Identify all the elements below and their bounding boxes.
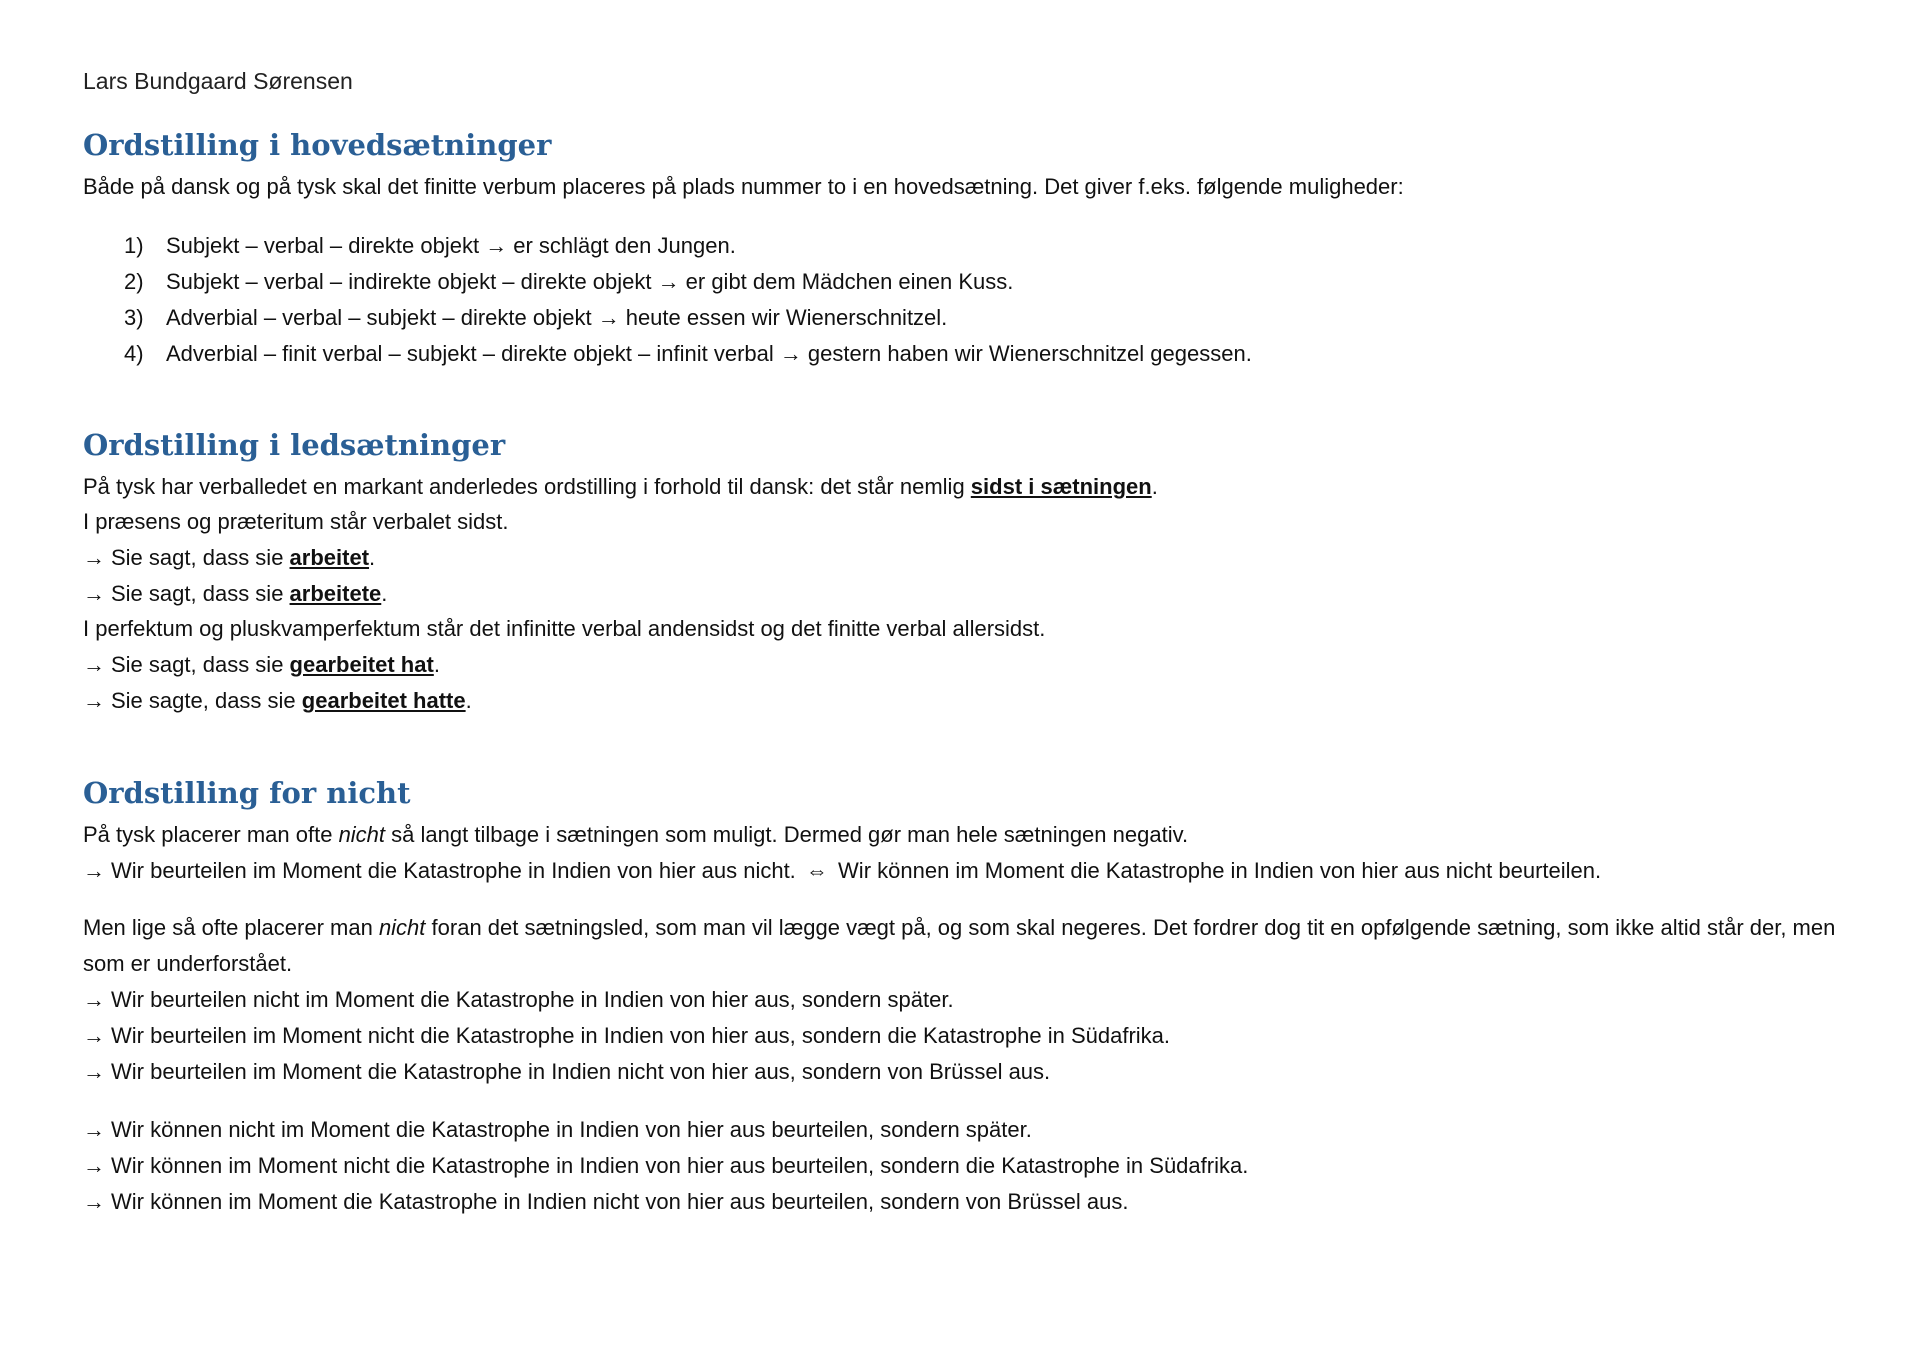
word-order-list (124, 228, 1252, 372)
arrow-right-icon: → (83, 1059, 105, 1084)
arrow-right-icon: → (83, 1189, 105, 1214)
example-verb: gearbeitet hat (289, 652, 434, 677)
example-text: Wir können im Moment nicht die Katastrophe in Indien von hier aus beurteilen, sondern die Katastrophe in Südafrika. (111, 1153, 1249, 1178)
example-text: Wir beurteilen nicht im Moment die Katastrophe in Indien von hier aus, sondern später. (111, 987, 954, 1012)
arrow-right-icon: → (83, 581, 105, 606)
intro-text: På tysk har verballedet en markant anderledes ordstilling i forhold til dansk: det står nemlig (83, 474, 971, 499)
list-number: 3) (124, 305, 144, 330)
list-number: 2) (124, 269, 144, 294)
p1-text: På tysk placerer man ofte (83, 822, 339, 847)
heading-nicht: Ordstilling for nicht (83, 776, 411, 810)
list-example: heute essen wir Wienerschnitzel. (625, 305, 948, 330)
equivalence-icon: ⇔ (805, 858, 828, 883)
intro-period: . (1151, 474, 1158, 499)
arrow-right-icon: → (83, 1023, 105, 1048)
list-item (124, 264, 1252, 300)
list-pattern: Adverbial – verbal – subjekt – direkte objekt (166, 305, 592, 330)
list-item (83, 1115, 1032, 1145)
compare-right: Wir können im Moment die Katastrophe in Indien von hier aus nicht beurteilen. (838, 858, 1602, 883)
section1-intro: Både på dansk og på tysk skal det finitte verbum placeres på plads nummer to i en hovedsætning. Det giver f.eks. følgende muligheder: (83, 174, 1404, 199)
example-verb: gearbeitet hatte (301, 688, 466, 713)
heading-hovedsaetninger: Ordstilling i hovedsætninger (83, 128, 552, 162)
list-item (83, 985, 954, 1015)
arrow-right-icon: → (597, 305, 620, 330)
example-line (83, 543, 375, 573)
list-item (83, 1057, 1050, 1087)
section3-p2 (83, 910, 1843, 982)
example-period: . (369, 545, 376, 570)
list-example: er schlägt den Jungen. (513, 233, 736, 258)
list-item (124, 300, 1252, 336)
example-text: Sie sagt, dass sie (111, 652, 290, 677)
list-pattern: Subjekt – verbal – indirekte objekt – direkte objekt (166, 269, 652, 294)
example-verb: arbeitet (289, 545, 370, 570)
present-note: I præsens og præteritum står verbalet sidst. (83, 509, 509, 534)
example-text: Sie sagte, dass sie (111, 688, 302, 713)
arrow-right-icon: → (83, 688, 105, 713)
arrow-right-icon: → (83, 987, 105, 1012)
example-line (83, 650, 440, 680)
example-text: Sie sagt, dass sie (111, 545, 290, 570)
author-name: Lars Bundgaard Sørensen (83, 68, 353, 94)
arrow-right-icon: → (83, 858, 105, 883)
example-text: Wir beurteilen im Moment die Katastrophe in Indien nicht von hier aus, sondern von Brüssel aus. (111, 1059, 1051, 1084)
example-text: Wir beurteilen im Moment nicht die Katastrophe in Indien von hier aus, sondern die Katastrophe in Südafrika. (111, 1023, 1171, 1048)
compare-left: Wir beurteilen im Moment die Katastrophe in Indien von hier aus nicht. (111, 858, 796, 883)
list-item (83, 1021, 1170, 1051)
list-number: 4) (124, 341, 144, 366)
arrow-right-icon: → (485, 233, 508, 258)
section3-p1 (83, 820, 1188, 850)
compare-line (83, 856, 1601, 886)
example-period: . (433, 652, 440, 677)
example-line (83, 686, 472, 716)
example-text: Wir können nicht im Moment die Katastrophe in Indien von hier aus beurteilen, sondern später. (111, 1117, 1032, 1142)
arrow-right-icon: → (83, 1153, 105, 1178)
section2-intro (83, 472, 1158, 502)
list-example: gestern haben wir Wienerschnitzel gegessen. (807, 341, 1252, 366)
list-item (83, 1187, 1128, 1217)
example-period: . (465, 688, 472, 713)
list-pattern: Adverbial – finit verbal – subjekt – direkte objekt – infinit verbal (166, 341, 774, 366)
example-text: Sie sagt, dass sie (111, 581, 290, 606)
example-text: Wir können im Moment die Katastrophe in Indien nicht von hier aus beurteilen, sondern von Brüssel aus. (111, 1189, 1129, 1214)
arrow-right-icon: → (779, 341, 802, 366)
arrow-right-icon: → (657, 269, 680, 294)
arrow-right-icon: → (83, 652, 105, 677)
arrow-right-icon: → (83, 1117, 105, 1142)
list-item (83, 1151, 1248, 1181)
heading-ledsaetninger: Ordstilling i ledsætninger (83, 428, 506, 462)
list-number: 1) (124, 233, 144, 258)
p2-text: Men lige så ofte placerer man (83, 915, 379, 940)
p1-text-after: så langt tilbage i sætningen som muligt. Dermed gør man hele sætningen negativ. (385, 822, 1189, 847)
p1-emphasis: nicht (338, 822, 386, 847)
intro-emphasis: sidst i sætningen (970, 474, 1152, 499)
p2-text-after: foran det sætningsled, som man vil lægge vægt på, og som skal negeres. Det fordrer dog tit en opfølgende sætning, som ikke altid står der, men som er underforstået. (83, 915, 1836, 976)
list-item (124, 228, 1252, 264)
list-item (124, 336, 1252, 372)
p2-emphasis: nicht (378, 915, 426, 940)
example-period: . (381, 581, 388, 606)
list-pattern: Subjekt – verbal – direkte objekt (166, 233, 480, 258)
perfect-note: I perfektum og pluskvamperfektum står det infinitte verbal andensidst og det finitte verbal allersidst. (83, 616, 1046, 641)
list-example: er gibt dem Mädchen einen Kuss. (685, 269, 1014, 294)
example-verb: arbeitete (289, 581, 382, 606)
arrow-right-icon: → (83, 545, 105, 570)
example-line (83, 579, 387, 609)
